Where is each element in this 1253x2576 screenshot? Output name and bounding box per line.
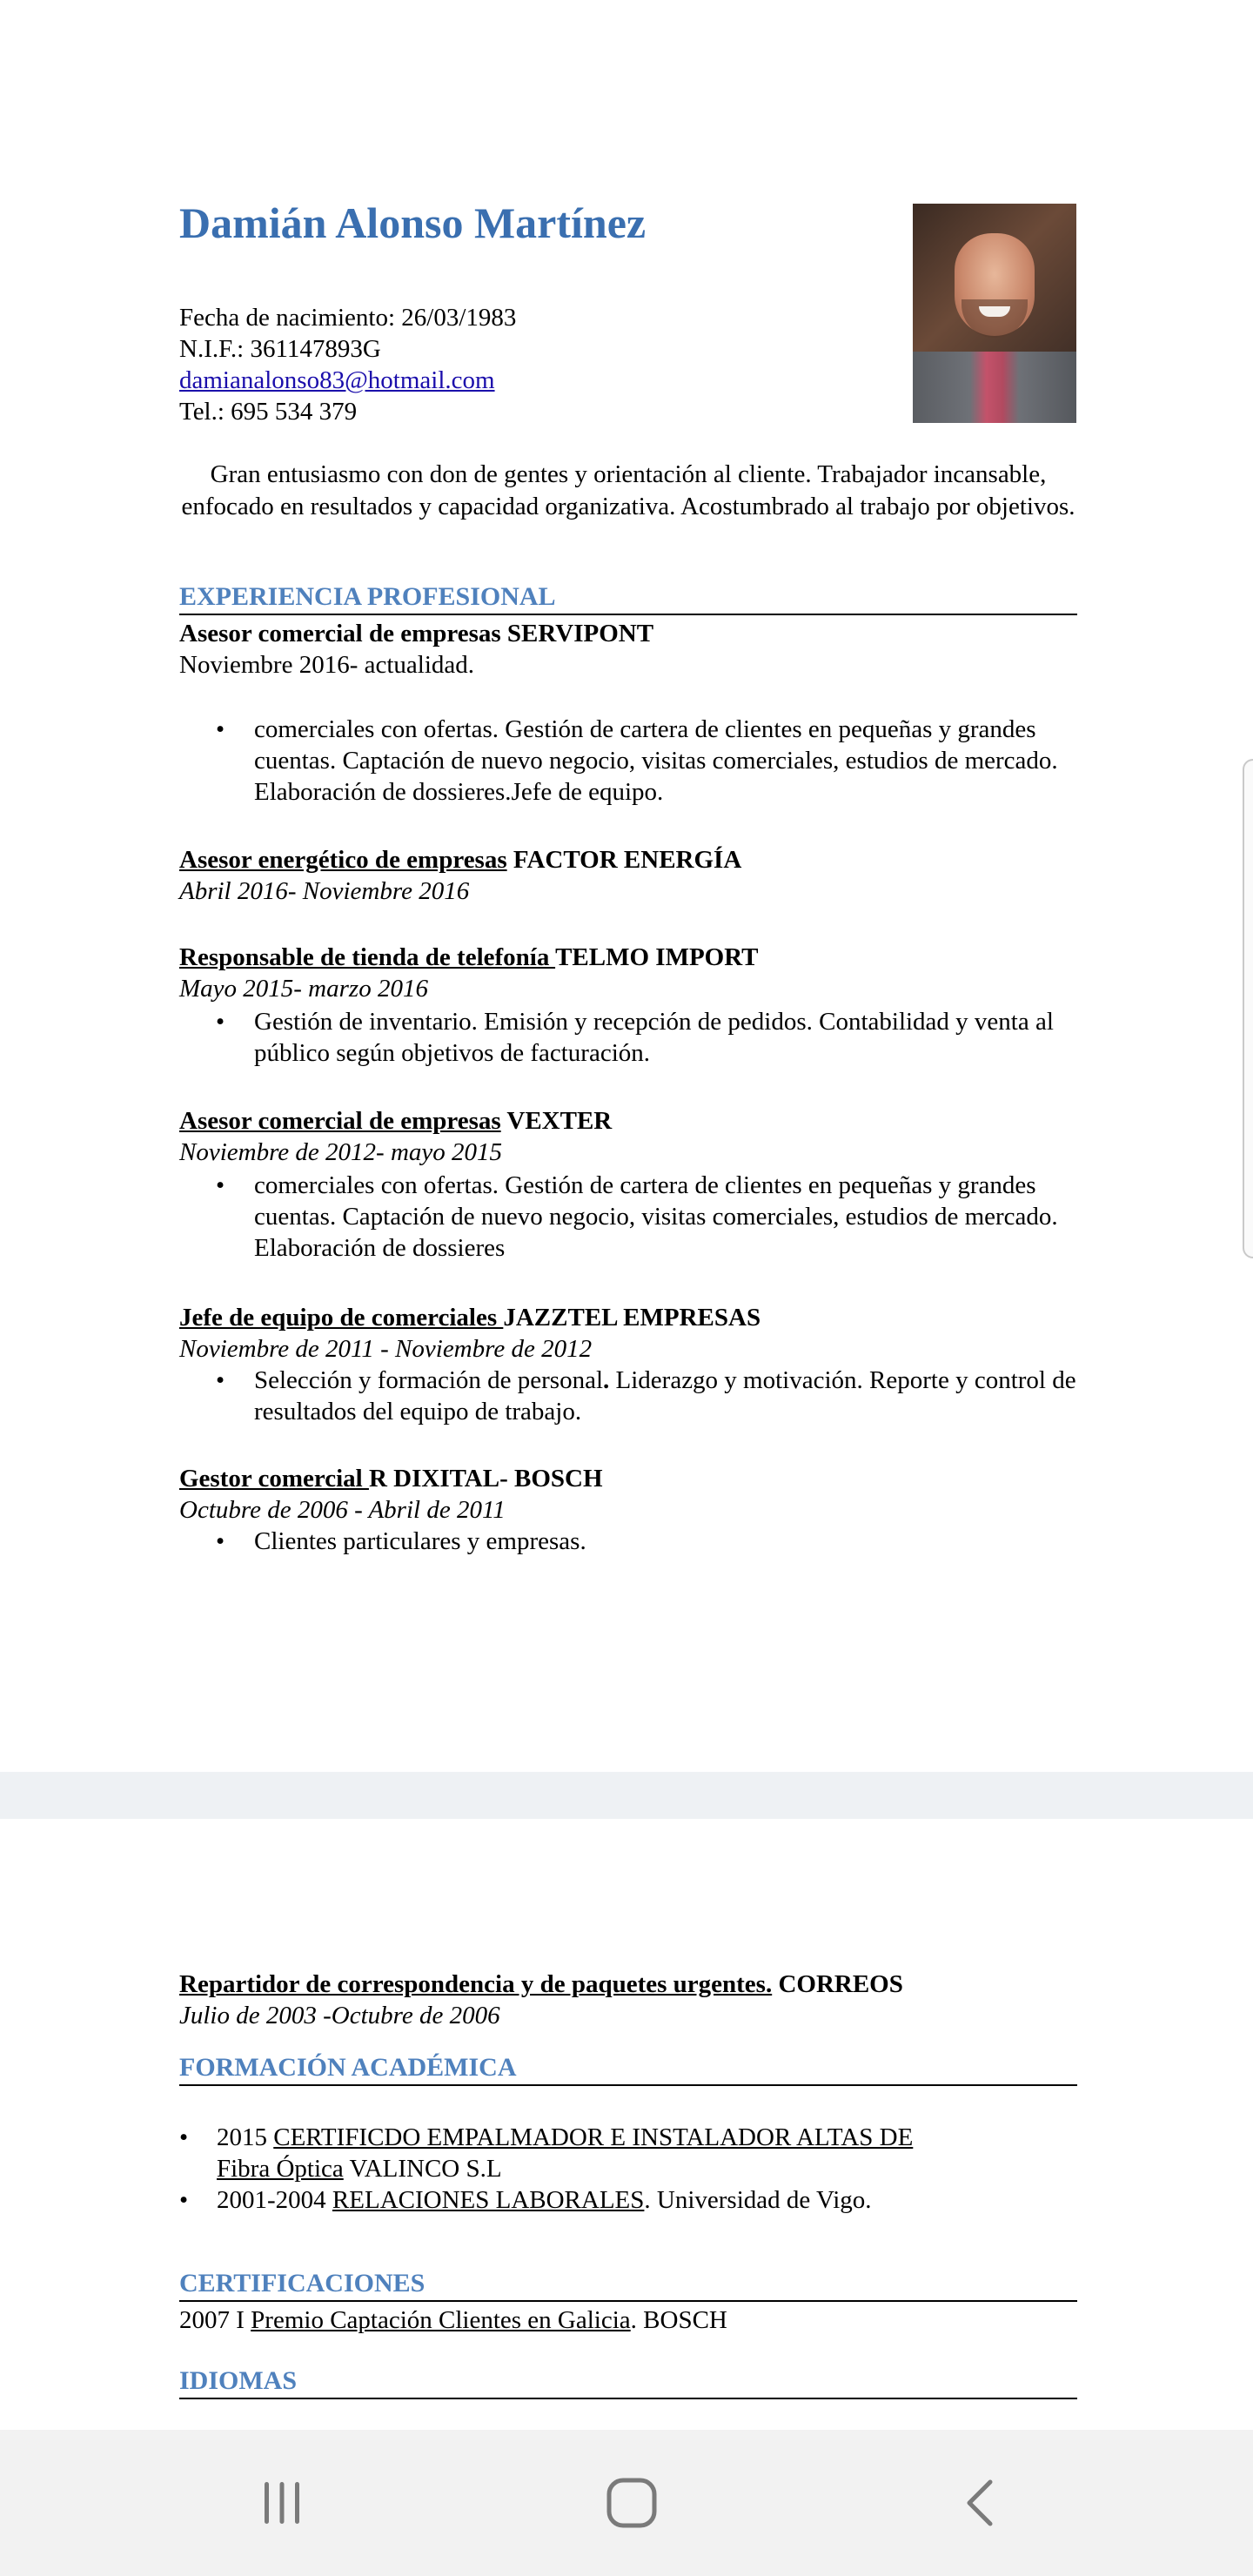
- profile-summary: Gran entusiasmo con don de gentes y orientación al cliente. Trabajador incansable, enfocado en resultados y capacidad organizativa. Acostumbrado al trabajo por objetivos.: [181, 460, 1075, 520]
- back-button[interactable]: [947, 2468, 1016, 2538]
- section-experience-title: EXPERIENCIA PROFESIONAL: [179, 581, 1077, 615]
- job-role: Repartidor de correspondencia y de paquetes urgentes.: [179, 1970, 773, 1998]
- job-company: CORREOS: [772, 1970, 903, 1998]
- job-company: R DIXITAL- BOSCH: [368, 1465, 603, 1493]
- job-factor-energia: [179, 844, 1077, 907]
- birth-date: Fecha de nacimiento: 26/03/1983: [179, 304, 517, 332]
- job-bullet: • Clientes particulares y empresas.: [179, 1526, 1077, 1557]
- home-button[interactable]: [597, 2468, 667, 2538]
- job-company: FACTOR ENERGÍA: [506, 846, 742, 874]
- job-period: Abril 2016- Noviembre 2016: [179, 877, 470, 905]
- job-company: TELMO IMPORT: [555, 943, 759, 971]
- job-jazztel: [179, 1302, 1077, 1427]
- job-bullet: • comerciales con ofertas. Gestión de cartera de clientes en pequeñas y grandes cuentas. Captación de nuevo negocio, visitas comerciales, estudios de mercado. Elaboración de dossieres.Jefe de equipo.: [179, 714, 1077, 808]
- recent-apps-icon: [256, 2477, 308, 2529]
- email-link[interactable]: damianalonso83@hotmail.com: [179, 366, 495, 394]
- job-company: VEXTER: [500, 1107, 613, 1135]
- education-item: • 2015 CERTIFICDO EMPALMADOR E INSTALADOR ALTAS DE Fibra Óptica VALINCO S.L: [179, 2122, 1077, 2184]
- job-period: Noviembre 2016- actualidad.: [179, 651, 475, 679]
- job-role: Asesor comercial de empresas: [179, 1107, 501, 1135]
- document-page-2: [0, 1819, 1253, 2430]
- job-period: Julio de 2003 -Octubre de 2006: [179, 2002, 500, 2029]
- job-title: Asesor comercial de empresas SERVIPONT: [179, 620, 654, 647]
- page-separator: [0, 1772, 1253, 1819]
- back-icon: [955, 2477, 1008, 2529]
- photo-beard: [962, 299, 1028, 338]
- job-r-dixital: [179, 1463, 1077, 1557]
- candidate-name: Damián Alonso Martínez: [179, 198, 647, 247]
- job-telmo-import: [179, 942, 1077, 1069]
- section-languages-title: IDIOMAS: [179, 2365, 1077, 2399]
- job-bullet: • comerciales con ofertas. Gestión de cartera de clientes en pequeñas y grandes cuentas. Captación de nuevo negocio, visitas comerciales, estudios de mercado. Elaboración de dossieres: [179, 1170, 1077, 1264]
- system-navigation-bar: [0, 2430, 1253, 2576]
- job-role: Asesor energético de empresas: [179, 846, 507, 874]
- job-bullet: • Selección y formación de personal. Liderazgo y motivación. Reporte y control de resultados del equipo de trabajo.: [179, 1365, 1077, 1427]
- job-bullet: • Gestión de inventario. Emisión y recepción de pedidos. Contabilidad y venta al público según objetivos de facturación.: [179, 1006, 1077, 1069]
- job-company: JAZZTEL EMPRESAS: [503, 1304, 761, 1332]
- job-role: Gestor comercial: [179, 1465, 369, 1493]
- home-icon: [604, 2475, 660, 2531]
- scroll-handle[interactable]: [1243, 759, 1253, 1258]
- phone: Tel.: 695 534 379: [179, 398, 358, 426]
- nif: N.I.F.: 361147893G: [179, 335, 381, 363]
- photo-jacket: [913, 352, 1076, 423]
- education-item: • 2001-2004 RELACIONES LABORALES. Universidad de Vigo.: [179, 2184, 1077, 2216]
- job-role: Jefe de equipo de comerciales: [179, 1304, 504, 1332]
- education-list: [179, 2122, 1077, 2216]
- job-period: Octubre de 2006 - Abril de 2011: [179, 1496, 506, 1524]
- job-correos: [179, 1969, 1077, 2031]
- section-certifications-title: CERTIFICACIONES: [179, 2268, 1077, 2302]
- job-vexter: [179, 1105, 1077, 1264]
- job-period: Noviembre de 2012- mayo 2015: [179, 1138, 503, 1166]
- profile-photo: [913, 204, 1076, 423]
- certification-item: 2007 I Premio Captación Clientes en Galicia. BOSCH: [179, 2306, 727, 2334]
- recent-apps-button[interactable]: [247, 2468, 317, 2538]
- section-education-title: FORMACIÓN ACADÉMICA: [179, 2052, 1077, 2086]
- job-role: Responsable de tienda de telefonía: [179, 943, 556, 971]
- contact-block: [179, 302, 516, 427]
- job-period: Mayo 2015- marzo 2016: [179, 975, 428, 1003]
- job-servipont: [179, 618, 1077, 808]
- job-period: Noviembre de 2011 - Noviembre de 2012: [179, 1335, 593, 1363]
